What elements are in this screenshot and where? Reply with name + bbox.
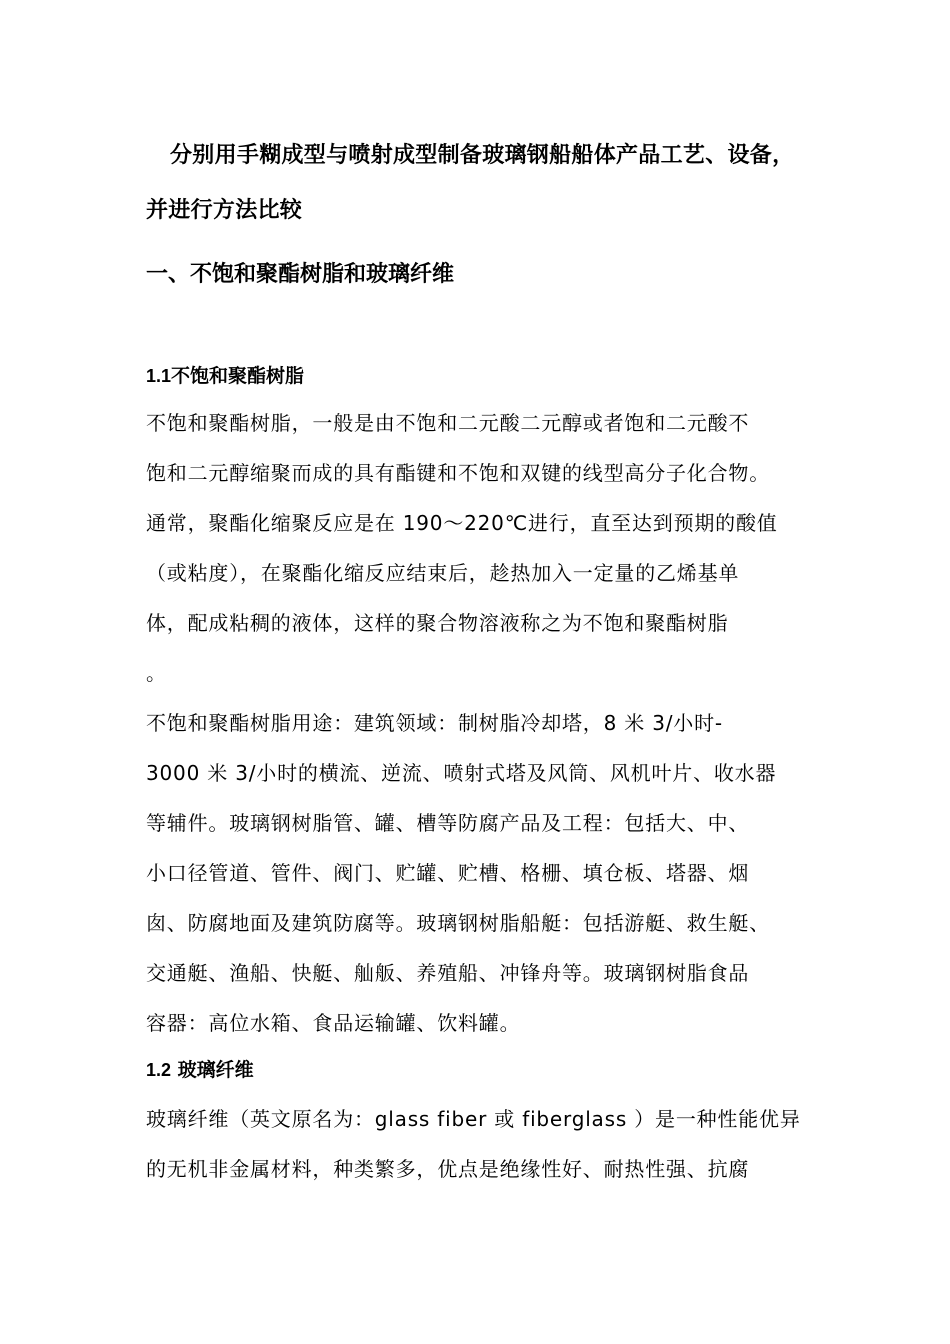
paragraph-line: （或粘度），在聚酯化缩反应结束后，趁热加入一定量的乙烯基单: [146, 561, 740, 585]
paragraph-line: 的无机非金属材料，种类繁多，优点是绝缘性好、耐热性强、抗腐: [146, 1157, 750, 1181]
paragraph: [146, 1094, 826, 1194]
document-title: 分别用手糊成型与喷射成型制备玻璃钢船船体产品工艺、设备，并进行方法比较: [146, 143, 795, 223]
paragraph-line: 体，配成粘稠的液体，这样的聚合物溶液称之为不饱和聚酯树脂: [146, 611, 729, 635]
paragraph-line: 小口径管道、管件、阀门、贮罐、贮槽、格栅、填仓板、塔器、烟: [146, 861, 750, 885]
subsection-number: 1.2: [146, 1060, 172, 1080]
subsection-title: 不饱和聚酯树脂: [171, 365, 305, 387]
paragraph-line: 3000 米 3/小时的横流、逆流、喷射式塔及风筒、风机叶片、收水器: [146, 761, 777, 785]
paragraph-line: 容器：高位水箱、食品运输罐、饮料罐。: [146, 1011, 521, 1035]
paragraph-line: 囱、防腐地面及建筑防腐等。玻璃钢树脂船艇：包括游艇、救生艇、: [146, 911, 770, 935]
subsection-heading: [146, 361, 304, 391]
paragraph-line: 通常，聚酯化缩聚反应是在 190～220℃进行，直至达到预期的酸值: [146, 511, 778, 535]
paragraph-line: 等辅件。玻璃钢树脂管、罐、槽等防腐产品及工程：包括大、中、: [146, 811, 750, 835]
subsection-heading: [146, 1055, 254, 1085]
subsection-number: 1.1: [146, 366, 172, 386]
paragraph-line: 交通艇、渔船、快艇、舢舨、养殖船、冲锋舟等。玻璃钢树脂食品: [146, 961, 750, 985]
paragraph-line: 饱和二元醇缩聚而成的具有酯键和不饱和双键的线型高分子化合物。: [146, 461, 770, 485]
paragraph-line: 。: [146, 661, 167, 685]
subsection-title: 玻璃纤维: [171, 1059, 254, 1081]
paragraph: [146, 398, 826, 698]
paragraph-line: 玻璃纤维（英文原名为：glass fiber 或 fiberglass ）是一种性能优异: [146, 1107, 801, 1131]
paragraph: [146, 698, 826, 1048]
paragraph-line: 不饱和聚酯树脂用途：建筑领域：制树脂冷却塔，8 米 3/小时-: [146, 711, 723, 735]
paragraph-line: 不饱和聚酯树脂，一般是由不饱和二元酸二元醇或者饱和二元酸不: [146, 411, 750, 435]
section-heading: 一、不饱和聚酯树脂和玻璃纤维: [146, 262, 455, 287]
